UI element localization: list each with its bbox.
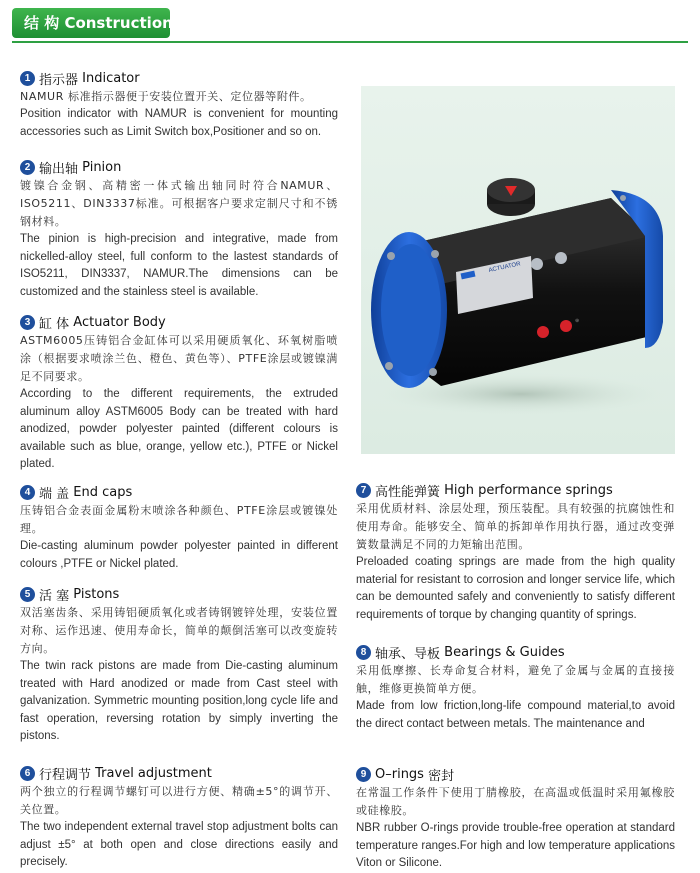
section-number-badge: 7 — [356, 483, 371, 498]
section-title-cn: 活 塞 — [39, 588, 70, 604]
section-text-en: Made from low friction,long-life compound material,to avoid the direct contact between metals. The maintenance and — [356, 700, 675, 730]
air-port — [531, 258, 543, 270]
section-text-en: The two independent external travel stop adjustment bolts can adjust ±5° at both open and close directions easily and precisely. — [20, 821, 338, 868]
section-indicator — [20, 68, 338, 141]
section-title-cn: 输出轴 — [39, 161, 79, 177]
section-title-cn: 行程调节 — [39, 767, 92, 783]
end-cap-bolt — [387, 252, 395, 260]
section-pinion — [20, 157, 338, 301]
section-text-cn: 两个独立的行程调节螺钉可以进行方便、精确±5°的调节开、关位置。 — [20, 785, 338, 816]
section-number-badge: 9 — [356, 767, 371, 782]
section-title-cn: 轴承、导板 — [375, 646, 441, 662]
section-number-badge: 8 — [356, 645, 371, 660]
section-title-cn: 高性能弹簧 — [375, 484, 441, 500]
section-number-badge: 5 — [20, 587, 35, 602]
section-text-cn: 采用低摩擦、长寿命复合材料，避免了金属与金属的直接接触，维修更换简单方便。 — [356, 664, 675, 695]
section-actuator-body — [20, 312, 338, 474]
section-title-en: Pinion — [82, 159, 122, 175]
section-text-cn: 镀镍合金钢、高精密一体式输出轴同时符合NAMUR、ISO5211、DIN3337标准。可根据客户要求定制尺寸和不锈钢材料。 — [20, 179, 338, 228]
end-cap-bolt — [429, 368, 437, 376]
section-text-en: NBR rubber O-rings provide trouble-free operation at standard temperature ranges.For high and low temperature applications Viton or Silicone. — [356, 822, 675, 869]
red-plug — [560, 320, 572, 332]
section-text-cn: 压铸铝合金表面金属粉末喷涂各种颜色、PTFE涂层或镀镍处理。 — [20, 504, 338, 535]
section-pistons — [20, 584, 338, 746]
red-plug — [537, 326, 549, 338]
section-number-badge: 3 — [20, 315, 35, 330]
section-text-en: Preloaded coating springs are made from the high quality material for resistant to corrosion and longer service life, which can be demounted safely and conveniently to satisfy different requirements of torque by changing quantity of springs. — [356, 556, 675, 621]
section-title-en: Indicator — [82, 70, 140, 86]
actuator-label: ACTUATOR — [488, 261, 522, 274]
section-travel-adjustment — [20, 763, 338, 872]
section-title-cn: O–rings — [375, 766, 424, 782]
section-title-en: 密封 — [428, 768, 455, 784]
section-text-cn: ASTM6005压铸铝合金缸体可以采用硬质氧化、环氧树脂喷涂（根据要求喷涂兰色、橙色、黄色等）、PTFE涂层或镀镍满足不同要求。 — [20, 334, 338, 383]
section-title-en: Bearings & Guides — [444, 644, 565, 660]
end-cap-bolt — [385, 362, 393, 370]
section-title-cn: 缸 体 — [39, 316, 70, 332]
section-text-en: The twin rack pistons are made from Die-casting aluminum treated with Hard anodized or made from Cast steel with galvanization. Symmetric mounting position,long cycle life and fast operation, reversing rotation by simply inverting the pistons. — [20, 660, 338, 742]
section-number-badge: 2 — [20, 160, 35, 175]
section-end-caps — [20, 482, 338, 573]
header-divider — [12, 41, 688, 43]
section-title-en: Pistons — [73, 586, 120, 602]
section-text-cn: 双活塞齿条、采用铸铝硬质氧化或者铸钢镀锌处理，安装位置对称、运作迅速、使用寿命长，简单的颠倒活塞可以改变旋转方向。 — [20, 606, 338, 655]
section-text-en: Die-casting aluminum powder polyester painted in different colours ,PTFE or Nickel plated. — [20, 540, 338, 570]
section-text-en: The pinion is high-precision and integrative, made from nickelled-alloy steel, full conform to the lastest standards of ISO5211, DIN3337, NAMUR.The dimensions can be customized and the stainless steel is available. — [20, 233, 338, 298]
section-number-badge: 4 — [20, 485, 35, 500]
section-title-en: High performance springs — [444, 482, 613, 498]
end-cap-bolt — [431, 250, 439, 258]
section-title-cn: 指示器 — [39, 72, 79, 88]
section-title-cn: 端 盖 — [39, 486, 70, 502]
air-port — [555, 252, 567, 264]
section-bearings-guides — [356, 642, 675, 733]
section-text-en: According to the different requirements, the extruded aluminum alloy ASTM6005 Body can be treated with hard anodized, powder polyester painted (different colours is available such as blue, orange, yellow etc.), PTFE or Nickel plated. — [20, 388, 338, 470]
section-header-tab — [12, 8, 173, 38]
section-number-badge: 6 — [20, 766, 35, 781]
section-text-cn: 在常温工作条件下使用丁腈橡胶，在高温或低温时采用氟橡胶或硅橡胶。 — [356, 786, 675, 817]
section-number-badge: 1 — [20, 71, 35, 86]
section-o-rings — [356, 764, 675, 873]
end-cap-bolt — [620, 195, 626, 201]
section-title-en: Travel adjustment — [95, 765, 212, 781]
section-text-cn: 采用优质材料、涂层处理，预压装配。具有较强的抗腐蚀性和使用寿命。能够安全、简单的拆卸单作用执行器，通过改变弹簧数量满足不同的力矩输出范围。 — [356, 502, 675, 551]
section-springs — [356, 480, 675, 624]
actuator-product-photo — [361, 86, 675, 454]
section-title-en: Actuator Body — [73, 314, 166, 330]
section-text-cn: NAMUR 标准指示器便于安装位置开关、定位器等附件。 — [20, 90, 312, 103]
section-title-en: End caps — [73, 484, 133, 500]
svg-text:⊕: ⊕ — [575, 318, 580, 324]
section-text-en: Position indicator with NAMUR is convenient for mounting accessories such as Limit Switch box,Positioner and so on. — [20, 108, 338, 138]
header-title: 结 构 Construction — [24, 14, 173, 32]
